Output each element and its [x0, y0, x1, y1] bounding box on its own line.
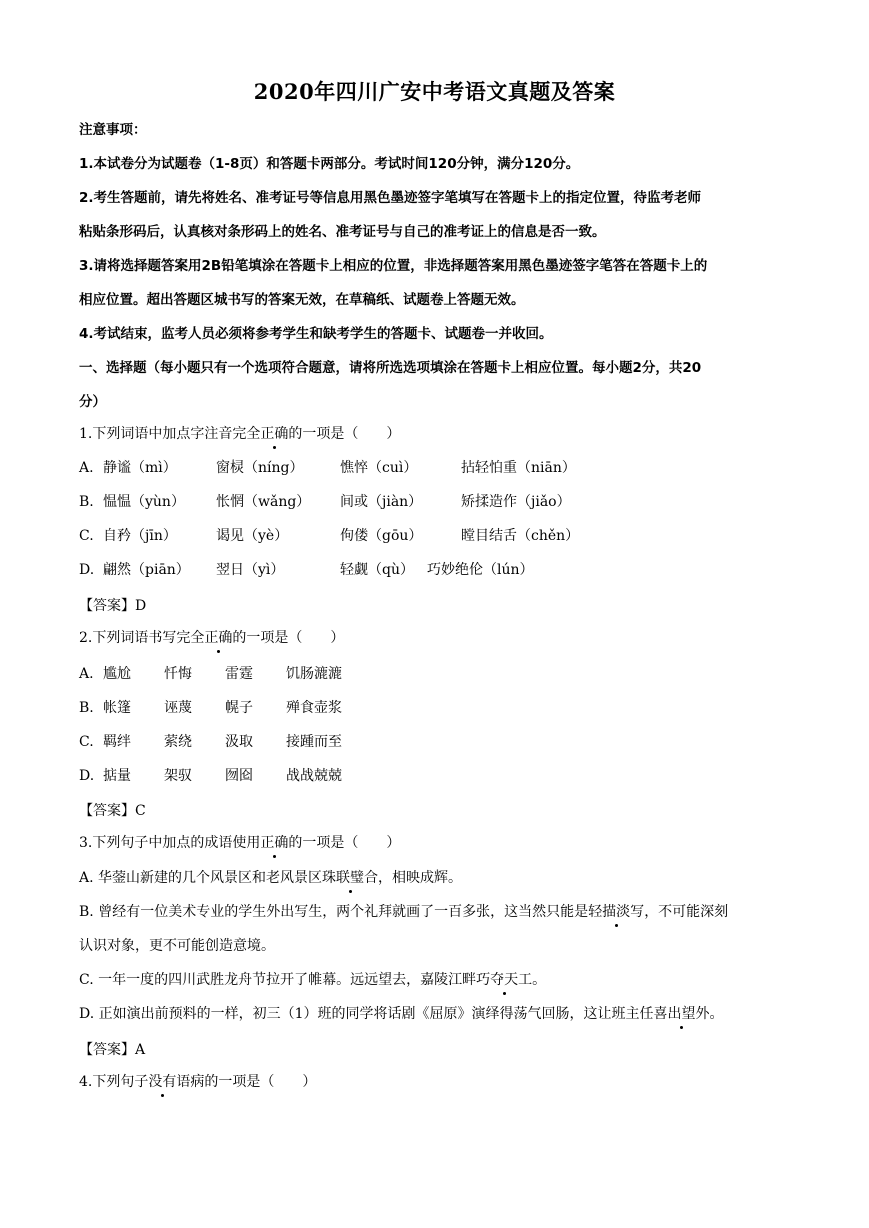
page-title: 2020年四川广安中考语文真题及答案: [253, 79, 616, 104]
q2-stem-dotted: 正确: [204, 630, 233, 646]
q3-c-dotted: 巧夺天工: [476, 972, 533, 988]
notice-heading: 注意事项：: [79, 122, 147, 138]
q4-stem: 4.下列句子没有语病的一项是（ ）: [79, 1074, 317, 1090]
q1-option-b: B. 愠愠（yùn） 怅惘（wǎng） 间或（jiàn） 矫揉造作（jiǎo）: [79, 494, 571, 510]
notice-line-2: 2.考生答题前，请先将姓名、准考证号等信息用黑色墨迹签字笔填写在答题卡上的指定位置，待监考老师: [79, 190, 702, 206]
section-heading-line-1: 一、选择题（每小题只有一个选项符合题意，请将所选选项填涂在答题卡上相应位置。每小题2分，共20: [79, 360, 702, 376]
notice-line-4: 3.请将选择题答案用2B铅笔填涂在答题卡上相应的位置，非选择题答案用黑色墨迹签字笔答在答题卡上的: [79, 258, 708, 274]
q2-stem: 2.下列词语书写完全正确的一项是（ ）: [79, 630, 345, 646]
notice-line-5: 相应位置。超出答题区城书写的答案无效，在草稿纸、试题卷上答题无效。: [79, 292, 525, 308]
q1-option-c: C. 自矜（jīn） 谒见（yè） 佝偻（gōu） 瞠目结舌（chěn）: [79, 528, 580, 544]
q2-answer: 【答案】C: [79, 803, 146, 819]
q3-a-dotted: 珠联璧合: [322, 870, 379, 886]
q2-option-c: C. 羁绊 萦绕 汲取 接踵而至: [79, 734, 342, 750]
q3-stem: 3.下列句子中加点的成语使用正确的一项是（ ）: [79, 835, 401, 851]
notice-line-1: 1.本试卷分为试题卷（1-8页）和答题卡两部分。考试时间120分钟，满分120分。: [79, 156, 580, 172]
q3-option-d: D. 正如演出前预料的一样，初三（1）班的同学将话剧《屈原》演绎得荡气回肠，这让班主任喜出望外。: [79, 1006, 724, 1022]
q2-option-d: D. 掂量 架驭 囫囵 战战兢兢: [79, 768, 342, 784]
q1-answer: 【答案】D: [79, 598, 147, 614]
q4-stem-dotted: 没有: [148, 1074, 177, 1090]
q2-option-a: A. 尴尬 忏悔 雷霆 饥肠漉漉: [79, 666, 342, 682]
section-heading-line-2: 分）: [79, 394, 106, 410]
q1-stem: 1.下列词语中加点字注音完全正确的一项是（ ）: [79, 426, 401, 442]
notice-line-6: 4.考试结束，监考人员必须将参考学生和缺考学生的答题卡、试题卷一并收回。: [79, 326, 553, 342]
q3-stem-dotted: 正确: [260, 835, 289, 851]
q3-answer: 【答案】A: [79, 1042, 146, 1058]
notice-line-3: 粘贴条形码后，认真核对条形码上的姓名、准考证号与自己的准考证上的信息是否一致。: [79, 224, 606, 240]
q3-b-dotted: 轻描淡写: [588, 904, 645, 920]
q3-option-c: C. 一年一度的四川武胜龙舟节拉开了帷幕。远远望去，嘉陵江畔巧夺天工。: [79, 972, 547, 988]
q1-stem-dotted: 正确: [260, 426, 289, 442]
q1-option-a: A. 静谧（mì） 窗棂（níng） 憔悴（cuì） 拈轻怕重（niān）: [79, 460, 576, 476]
q2-option-b: B. 帐篷 诬蔑 幌子 殚食壶浆: [79, 700, 342, 716]
q1-option-d: D. 翩然（piān） 翌日（yì） 轻觑（qù） 巧妙绝伦（lún）: [79, 562, 534, 578]
q3-option-b-line-2: 认识对象，更不可能创造意境。: [79, 938, 275, 954]
q3-option-b-line-1: B. 曾经有一位美术专业的学生外出写生，两个礼拜就画了一百多张，这当然只能是轻描淡写，不可能深刻: [79, 904, 729, 920]
q3-option-a: A. 华蓥山新建的几个风景区和老风景区珠联璧合，相映成辉。: [79, 870, 463, 886]
q3-d-dotted: 喜出望外: [653, 1006, 710, 1022]
